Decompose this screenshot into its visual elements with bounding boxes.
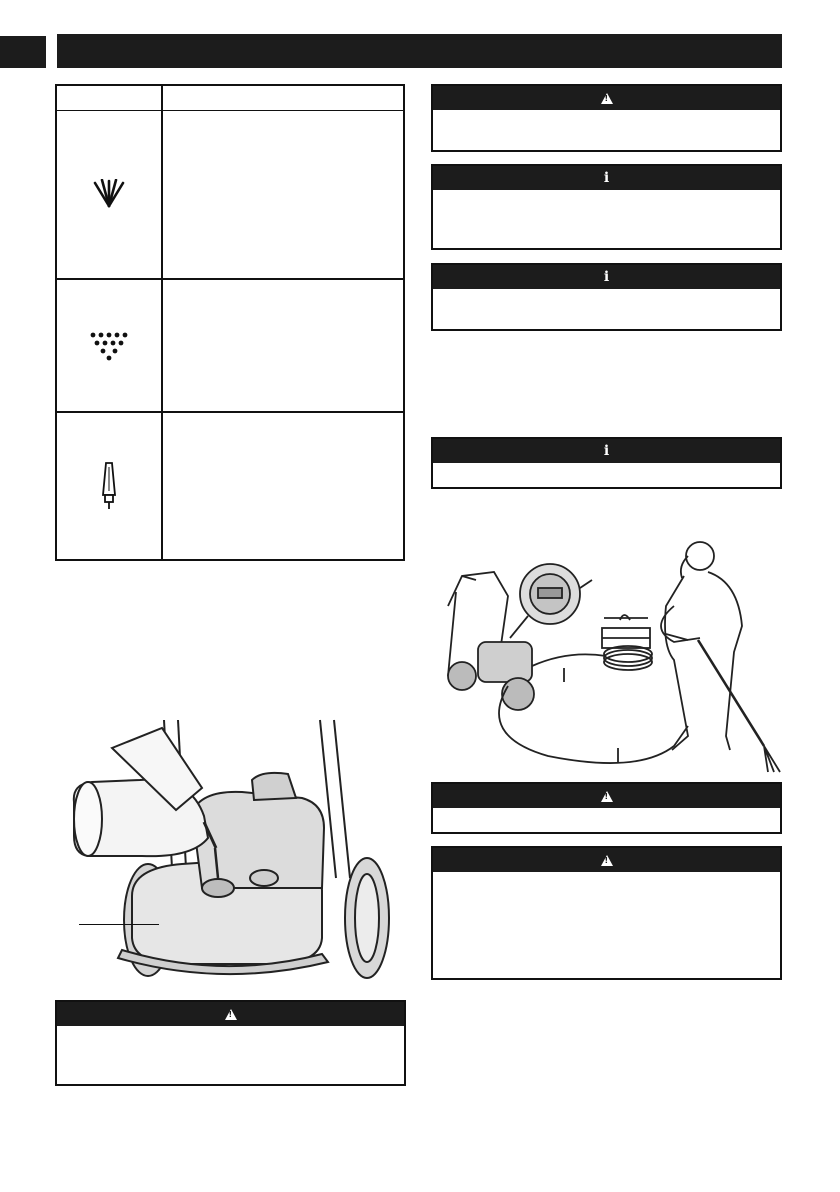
warning-triangle-icon: [225, 1009, 237, 1020]
fan-spray-icon: [92, 179, 126, 209]
info-icon: i: [603, 443, 610, 459]
table-row: [57, 413, 161, 559]
callout-leader-line: [79, 924, 159, 925]
pressure-washer-operation-illustration: [438, 536, 783, 774]
table-row: [57, 110, 161, 278]
warning-triangle-icon: [601, 855, 613, 866]
warning-triangle-icon: [601, 93, 613, 104]
language-tab: [0, 36, 46, 68]
soap-spray-icon: [89, 331, 129, 361]
info-icon: i: [603, 269, 610, 285]
warning-box: [431, 84, 782, 152]
info-box: [431, 164, 782, 250]
warning-box: [55, 1000, 406, 1086]
warning-box: [431, 846, 782, 980]
info-box: [431, 263, 782, 331]
warning-box: [431, 782, 782, 834]
info-box: [431, 437, 782, 489]
table-header: [57, 86, 403, 111]
detergent-fill-illustration: [72, 718, 392, 980]
nozzle-table: [55, 84, 405, 561]
turbo-nozzle-icon: [100, 461, 118, 511]
table-row: [57, 280, 161, 411]
header-title-bar: [57, 34, 782, 68]
table-column-divider: [161, 86, 163, 559]
info-icon: i: [603, 170, 610, 186]
warning-triangle-icon: [601, 791, 613, 802]
